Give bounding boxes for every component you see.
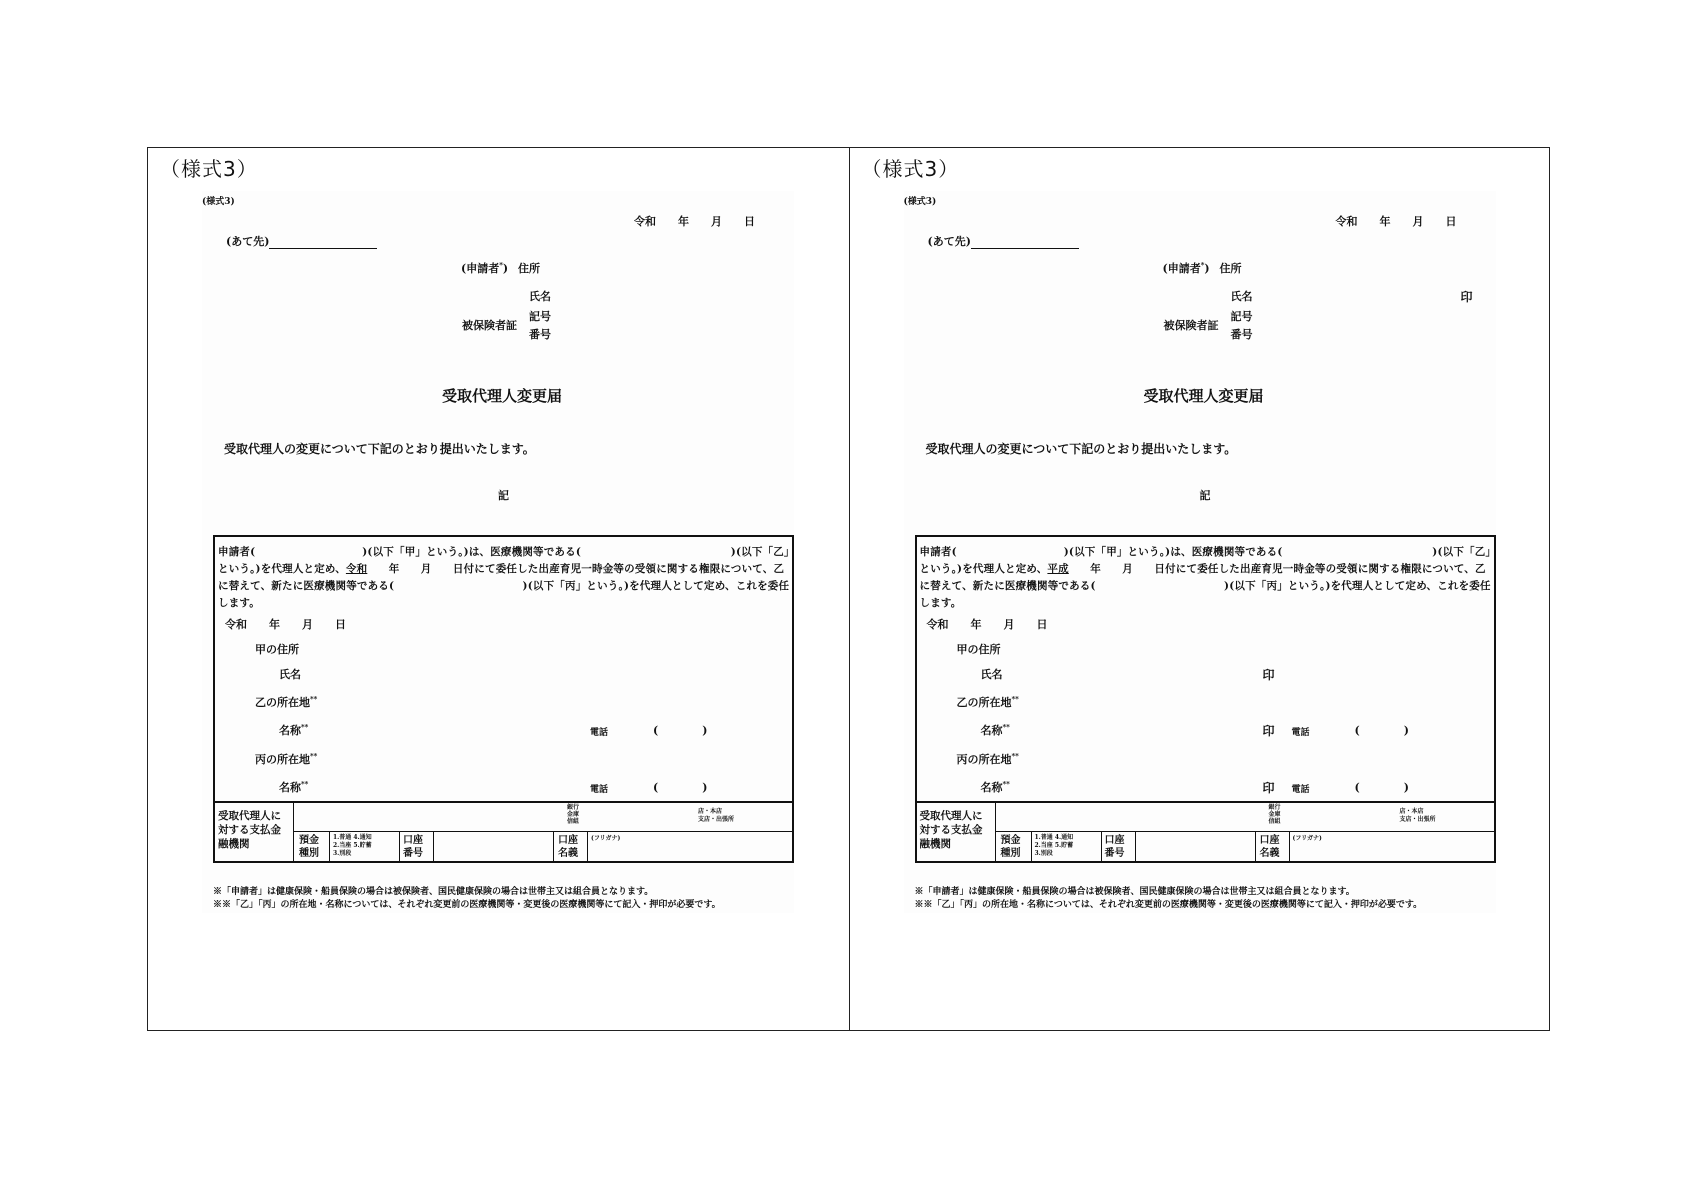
hei-location-label: 丙の所在地 — [255, 753, 310, 766]
otsu-tel-paren: ( ) — [653, 724, 708, 737]
kou-address-label: 甲の住所 — [956, 643, 1001, 656]
address-label: 住所 — [517, 262, 540, 275]
account-no-label: 口座番号 — [403, 835, 423, 859]
note-2: ※※「乙」「丙」の所在地・名称については、それぞれ変更前の医療機関等・変更後の医療機関等にて記入・押印が必要です。 — [914, 900, 1423, 910]
form-notes — [915, 886, 1423, 912]
otsu-location — [255, 694, 317, 710]
otsu-tel-label: 電話 — [1291, 728, 1310, 738]
hei-stamp: 印 — [1262, 781, 1275, 795]
bank-row-divider — [995, 831, 1494, 832]
otsu-name-mark: ** — [1002, 722, 1010, 732]
applicant-mark: * — [499, 260, 503, 270]
otsu-location — [957, 694, 1019, 710]
form-corner-label: (様式3) — [903, 197, 937, 207]
atena-label: (あて先) — [927, 235, 971, 248]
account-name-label: 口座名義 — [558, 835, 578, 859]
hei-name-label: 名称 — [279, 781, 301, 794]
deposit-label: 預金種別 — [299, 835, 319, 859]
branch-types: 店・本店 支店・出張所 — [1399, 808, 1436, 823]
insured-card-label: 被保険者証 — [1163, 319, 1219, 332]
otsu-name-label: 名称 — [980, 724, 1003, 737]
hei-name-label: 名称 — [980, 781, 1003, 794]
form-date: 令和 年 月 日 — [634, 215, 755, 228]
form-intro: 受取代理人の変更について下記のとおり提出いたします。 — [224, 442, 535, 456]
para-part2: 年 月 日付にて委任した出産育児一時金等の受領に関する権限について、乙に替えて、新たに医療機関等である( )(以下「丙」という。)を代理人として定め、これを委任します。 — [218, 563, 790, 609]
otsu-location-mark: ** — [310, 694, 318, 704]
form-notes — [213, 886, 721, 912]
bank-divider — [553, 831, 554, 861]
applicant-mark: * — [1200, 260, 1205, 270]
comparison-table — [147, 147, 1550, 1031]
bank-divider — [1255, 831, 1256, 861]
name-label: 氏名 — [529, 290, 551, 303]
applicant-heading — [1163, 260, 1242, 276]
right-cell — [849, 148, 1550, 1030]
note-1: ※「申請者」は健康保険・船員保険の場合は被保険者、国民健康保険の場合は世帯主又は組合員となります。 — [914, 887, 1355, 897]
otsu-stamp: 印 — [1262, 724, 1275, 738]
kou-name-label: 氏名 — [980, 668, 1003, 681]
atena — [928, 233, 1079, 249]
address-label: 住所 — [1219, 262, 1242, 275]
applicant-label: (申請者 — [1162, 262, 1201, 275]
hei-name-mark: ** — [301, 779, 309, 789]
atena-line — [971, 236, 1079, 249]
form-title: 受取代理人変更届 — [442, 387, 563, 405]
delegation-box — [213, 535, 794, 803]
number-label: 番号 — [529, 328, 551, 341]
bank-divider — [293, 803, 294, 861]
form-image — [904, 191, 1496, 913]
hei-tel-paren: ( ) — [1354, 781, 1409, 794]
kou-address-label: 甲の住所 — [255, 643, 299, 656]
para-era: 令和 — [345, 563, 368, 575]
bank-divider — [399, 831, 400, 861]
bank-row-divider — [293, 831, 792, 832]
account-no-label: 口座番号 — [1104, 835, 1125, 859]
otsu-location-label: 乙の所在地 — [255, 696, 310, 709]
bank-types: 銀行 金庫 信組 — [567, 804, 580, 825]
cell-label: （様式3） — [160, 157, 258, 181]
hei-name-mark: ** — [1002, 779, 1010, 789]
hei-location-mark: ** — [310, 751, 318, 761]
insured-card-label: 被保険者証 — [462, 319, 517, 332]
bank-divider — [995, 803, 996, 861]
bank-table — [213, 803, 794, 863]
para-era: 平成 — [1047, 563, 1069, 575]
box-date: 令和 年 月 日 — [225, 618, 346, 631]
delegation-paragraph — [218, 544, 790, 612]
otsu-name — [981, 722, 1010, 738]
note-1: ※「申請者」は健康保険・船員保険の場合は被保険者、国民健康保険の場合は世帯主又は組合員となります。 — [213, 887, 654, 897]
left-cell — [148, 148, 849, 1030]
form-corner-label: (様式3) — [202, 197, 235, 207]
delegation-box — [915, 535, 1496, 803]
otsu-name-label: 名称 — [279, 724, 301, 737]
ki-label: 記 — [498, 489, 509, 502]
number-label: 番号 — [1230, 328, 1253, 341]
applicant-label: (申請者 — [461, 262, 500, 275]
otsu-tel-paren: ( ) — [1354, 724, 1409, 737]
otsu-location-label: 乙の所在地 — [956, 696, 1012, 709]
bank-divider — [1289, 831, 1290, 861]
bank-divider — [329, 831, 330, 861]
account-name-label: 口座名義 — [1259, 835, 1280, 859]
hei-tel-paren: ( ) — [653, 781, 708, 794]
hei-tel-label: 電話 — [1291, 785, 1310, 795]
para-part1: 申請者( )(以下「甲」という。)は、医療機関等である( )(以下「乙」という。)を代理人と定め、 — [919, 546, 1491, 575]
branch-types: 店・本店 支店・出張所 — [698, 808, 735, 823]
hei-location-label: 丙の所在地 — [956, 753, 1012, 766]
deposit-options: 1.普通 4.通知 2.当座 5.貯蓄 3.別段 — [333, 834, 372, 857]
deposit-label: 預金種別 — [1000, 835, 1021, 859]
bank-divider — [587, 831, 588, 861]
applicant-stamp: 印 — [1460, 290, 1473, 304]
symbol-label: 記号 — [529, 310, 551, 323]
hei-location — [255, 751, 317, 767]
hei-location — [957, 751, 1019, 767]
kana-label: (フリガナ) — [1292, 835, 1322, 842]
ki-label: 記 — [1199, 489, 1211, 502]
bank-table — [915, 803, 1496, 863]
cell-label: （様式3） — [861, 157, 960, 181]
hei-location-mark: ** — [1011, 751, 1019, 761]
hei-tel-label: 電話 — [590, 785, 609, 795]
kou-name-label: 氏名 — [279, 668, 301, 681]
box-date: 令和 年 月 日 — [926, 618, 1048, 631]
bank-label: 受取代理人に対する支払金融機関 — [919, 810, 983, 850]
otsu-name — [279, 722, 308, 738]
bank-divider — [433, 831, 434, 861]
otsu-name-mark: ** — [301, 722, 309, 732]
form-title: 受取代理人変更届 — [1143, 387, 1264, 405]
atena — [226, 233, 377, 249]
kana-label: (フリガナ) — [591, 835, 621, 842]
note-2: ※※「乙」「丙」の所在地・名称については、それぞれ変更前の医療機関等・変更後の医療機関等にて記入・押印が必要です。 — [213, 900, 721, 910]
atena-label: (あて先) — [226, 235, 270, 248]
name-label: 氏名 — [1230, 290, 1253, 303]
symbol-label: 記号 — [1230, 310, 1253, 323]
deposit-options: 1.普通 4.通知 2.当座 5.貯蓄 3.別段 — [1034, 834, 1074, 857]
applicant-close: ) — [502, 262, 509, 275]
para-part2: 年 月 日付にて委任した出産育児一時金等の受領に関する権限について、乙に替えて、新たに医療機関等である( )(以下「丙」という。)を代理人として定め、これを委任します。 — [919, 563, 1491, 609]
otsu-location-mark: ** — [1011, 694, 1019, 704]
bank-divider — [1101, 831, 1102, 861]
atena-line — [269, 236, 377, 249]
delegation-paragraph — [920, 544, 1492, 612]
bank-label: 受取代理人に対する支払金融機関 — [218, 810, 281, 850]
bank-divider — [1135, 831, 1136, 861]
form-intro: 受取代理人の変更について下記のとおり提出いたします。 — [925, 442, 1237, 456]
kou-stamp: 印 — [1262, 668, 1275, 682]
applicant-close: ) — [1204, 262, 1210, 275]
bank-divider — [1031, 831, 1032, 861]
otsu-tel-label: 電話 — [590, 728, 609, 738]
applicant-heading — [461, 260, 540, 276]
hei-name — [981, 779, 1010, 795]
hei-name — [279, 779, 308, 795]
bank-types: 銀行 金庫 信組 — [1268, 804, 1281, 825]
form-date: 令和 年 月 日 — [1335, 215, 1457, 228]
form-image — [202, 191, 794, 913]
para-part1: 申請者( )(以下「甲」という。)は、医療機関等である( )(以下「乙」という。)を代理人と定め、 — [218, 546, 790, 575]
